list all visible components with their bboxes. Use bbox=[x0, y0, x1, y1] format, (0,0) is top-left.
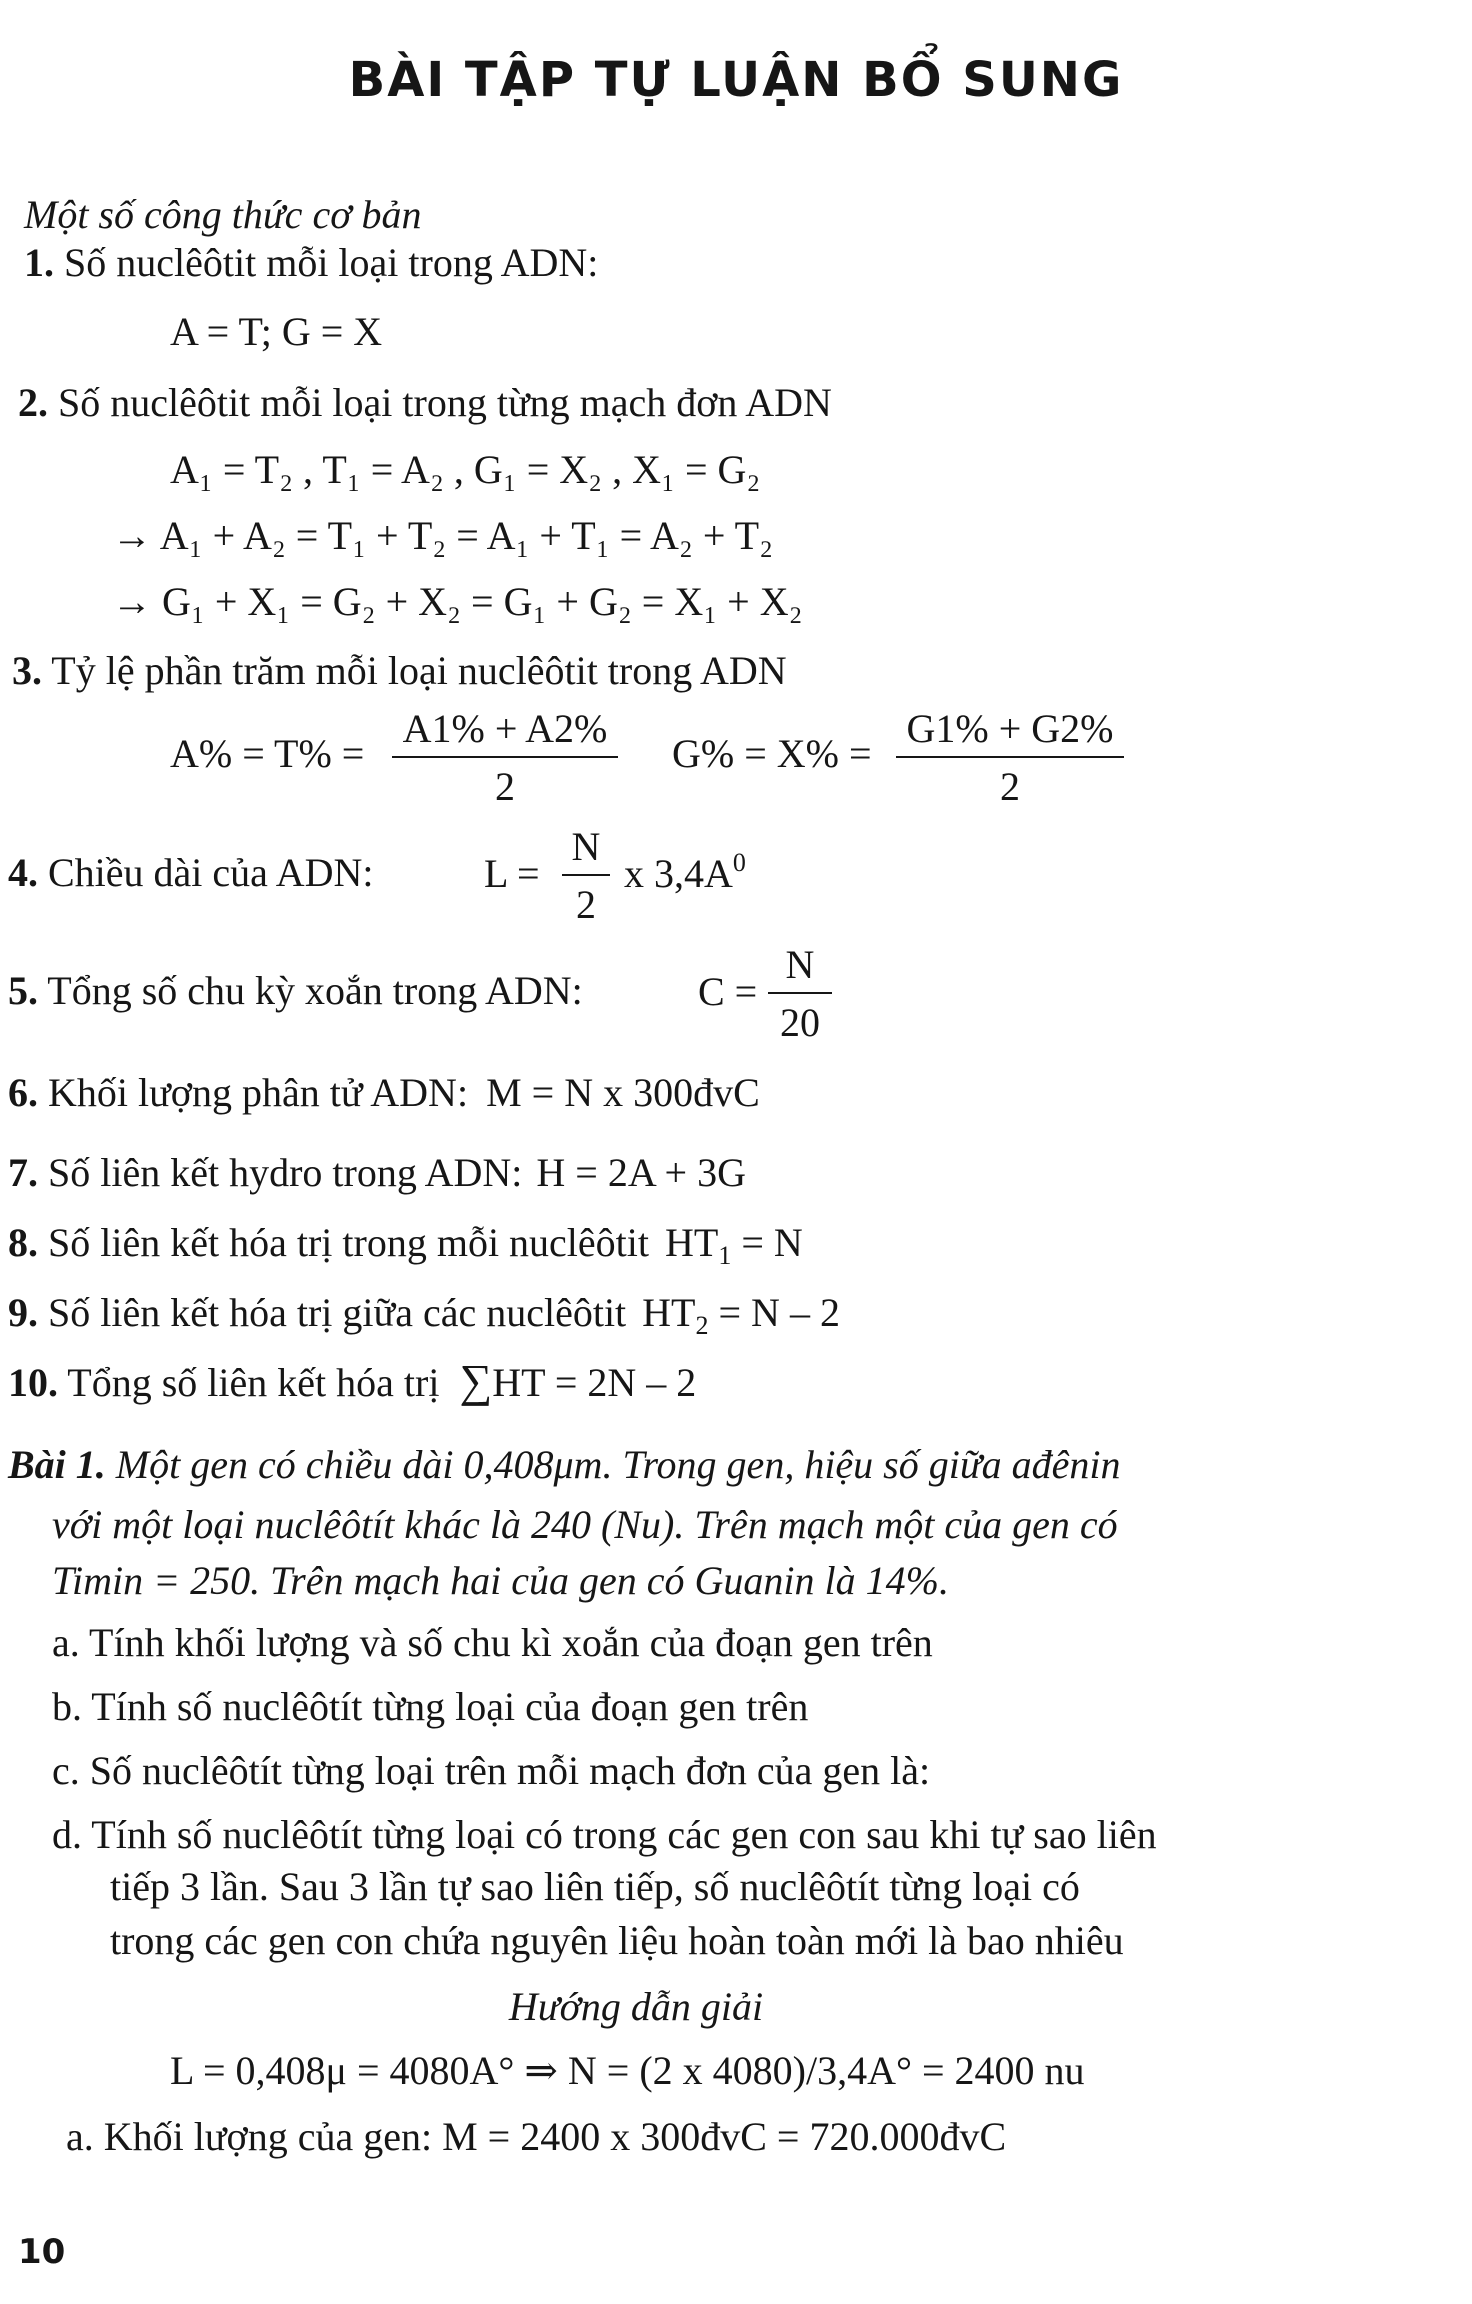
fraction-denominator: 2 bbox=[1000, 764, 1020, 809]
solution-line-1: L = 0,408μ = 4080A° ⇒ N = (2 x 4080)/3,4A° = 2400 nu bbox=[170, 2048, 1085, 2093]
equation-part: = N – 2 bbox=[708, 1290, 840, 1335]
formula-1-equation: A = T; G = X bbox=[170, 309, 383, 354]
formula-text: Tỷ lệ phần trăm mỗi loại nuclêôtit trong ADN bbox=[51, 648, 787, 693]
problem-part-d-line-2: tiếp 3 lần. Sau 3 lần tự sao liên tiếp, số nuclêôtít từng loại có bbox=[110, 1864, 1080, 1909]
equation-part: HT bbox=[665, 1220, 719, 1265]
problem-text: Một gen có chiều dài 0,408μm. Trong gen, hiệu số giữa ađênin bbox=[115, 1442, 1121, 1487]
formula-number: 1. bbox=[24, 240, 54, 285]
fraction-numerator: N bbox=[571, 824, 601, 869]
formula-3b-fraction bbox=[896, 706, 1124, 810]
formula-text: Khối lượng phân tử ADN: bbox=[48, 1070, 469, 1115]
formula-text: Số liên kết hóa trị trong mỗi nuclêôtit bbox=[48, 1220, 650, 1265]
solution-heading: Hướng dẫn giải bbox=[508, 1984, 764, 2029]
formula-3b-left: G% = X% = bbox=[672, 731, 872, 776]
formula-number: 2. bbox=[18, 380, 48, 425]
formula-7 bbox=[8, 1148, 746, 1198]
equation-subscript: 2 bbox=[695, 1311, 709, 1340]
fraction-denominator: 2 bbox=[576, 882, 596, 927]
fraction-denominator: 2 bbox=[495, 764, 515, 809]
formula-2-heading bbox=[18, 378, 832, 428]
formula-10 bbox=[8, 1356, 696, 1408]
formula-3-heading bbox=[12, 646, 787, 696]
solution-line-2: a. Khối lượng của gen: M = 2400 x 300đvC = 720.000đvC bbox=[66, 2114, 1007, 2159]
formula-9 bbox=[8, 1288, 840, 1338]
formula-number: 6. bbox=[8, 1070, 38, 1115]
formula-equation: H = 2A + 3G bbox=[536, 1150, 746, 1195]
page-title: BÀI TẬP TỰ LUẬN BỔ SUNG bbox=[348, 52, 1124, 108]
formula-2-equation-1: A₁ = T₂ , T₁ = A₂ , G₁ = X₂ , X₁ = G₂ bbox=[170, 447, 761, 492]
formula-6 bbox=[8, 1068, 760, 1118]
problem-part-d-line-3: trong các gen con chứa nguyên liệu hoàn toàn mới là bao nhiêu bbox=[110, 1918, 1124, 1963]
fraction-denominator: 20 bbox=[780, 1000, 820, 1045]
problem-part-a: a. Tính khối lượng và số chu kì xoắn của đoạn gen trên bbox=[52, 1620, 933, 1665]
formula-equation: M = N x 300đvC bbox=[486, 1070, 760, 1115]
formula-text: Tổng số chu kỳ xoắn trong ADN: bbox=[47, 968, 583, 1013]
formula-number: 4. bbox=[8, 850, 38, 895]
formula-number: 7. bbox=[8, 1150, 38, 1195]
formula-4-heading bbox=[8, 848, 374, 898]
formula-4-factor: x 3,4A bbox=[624, 851, 733, 896]
fraction-bar bbox=[896, 756, 1124, 758]
formula-3a-fraction bbox=[392, 706, 618, 810]
fraction-bar bbox=[768, 992, 832, 994]
formula-equation bbox=[642, 1290, 840, 1340]
formula-text: Tổng số liên kết hóa trị bbox=[67, 1360, 440, 1405]
formula-text: Số liên kết hóa trị giữa các nuclêôtit bbox=[48, 1290, 627, 1335]
problem-part-b: b. Tính số nuclêôtít từng loại của đoạn gen trên bbox=[52, 1684, 809, 1729]
formula-5-fraction bbox=[768, 942, 832, 1046]
formula-number: 5. bbox=[8, 968, 38, 1013]
formula-3a-left: A% = T% = bbox=[170, 731, 365, 776]
formula-equation: HT = 2N – 2 bbox=[492, 1360, 697, 1405]
formula-equation bbox=[665, 1220, 803, 1270]
problem-line-1 bbox=[8, 1440, 1121, 1490]
page-number: 10 bbox=[18, 2232, 66, 2272]
formula-4-right bbox=[624, 850, 746, 897]
problem-line-2: với một loại nuclêôtít khác là 240 (Nu). Trên mạch một của gen có bbox=[52, 1502, 1118, 1547]
formula-2-equation-2: → A₁ + A₂ = T₁ + T₂ = A₁ + T₁ = A₂ + T₂ bbox=[112, 513, 774, 558]
equation-part: = N bbox=[731, 1220, 803, 1265]
fraction-numerator: A1% + A2% bbox=[402, 706, 608, 751]
fraction-bar bbox=[562, 874, 610, 876]
fraction-bar bbox=[392, 756, 618, 758]
formula-text: Số nuclêôtit mỗi loại trong từng mạch đơn ADN bbox=[58, 380, 832, 425]
formula-number: 8. bbox=[8, 1220, 38, 1265]
section-intro: Một số công thức cơ bản bbox=[24, 192, 422, 237]
formula-text: Chiều dài của ADN: bbox=[48, 850, 374, 895]
fraction-numerator: N bbox=[785, 942, 815, 987]
problem-part-d-line-1: d. Tính số nuclêôtít từng loại có trong các gen con sau khi tự sao liên bbox=[52, 1812, 1157, 1857]
formula-5-heading bbox=[8, 966, 583, 1016]
formula-1-heading bbox=[24, 238, 598, 288]
problem-line-3: Timin = 250. Trên mạch hai của gen có Guanin là 14%. bbox=[52, 1558, 949, 1603]
formula-8 bbox=[8, 1218, 803, 1268]
fraction-numerator: G1% + G2% bbox=[906, 706, 1114, 751]
formula-5-left: C = bbox=[698, 969, 758, 1014]
formula-number: 9. bbox=[8, 1290, 38, 1335]
problem-label: Bài 1. bbox=[8, 1442, 106, 1487]
equation-subscript: 1 bbox=[718, 1241, 732, 1270]
formula-4-superscript: 0 bbox=[732, 848, 746, 877]
formula-number: 3. bbox=[12, 648, 42, 693]
sum-icon: ∑ bbox=[459, 1355, 493, 1406]
formula-number: 10. bbox=[8, 1360, 58, 1405]
problem-part-c: c. Số nuclêôtít từng loại trên mỗi mạch đơn của gen là: bbox=[52, 1748, 931, 1793]
equation-part: HT bbox=[642, 1290, 696, 1335]
formula-4-fraction bbox=[562, 824, 610, 928]
formula-text: Số liên kết hydro trong ADN: bbox=[48, 1150, 523, 1195]
formula-text: Số nuclêôtit mỗi loại trong ADN: bbox=[64, 240, 599, 285]
formula-2-equation-3: → G₁ + X₁ = G₂ + X₂ = G₁ + G₂ = X₁ + X₂ bbox=[112, 579, 803, 624]
formula-4-left: L = bbox=[484, 851, 540, 896]
